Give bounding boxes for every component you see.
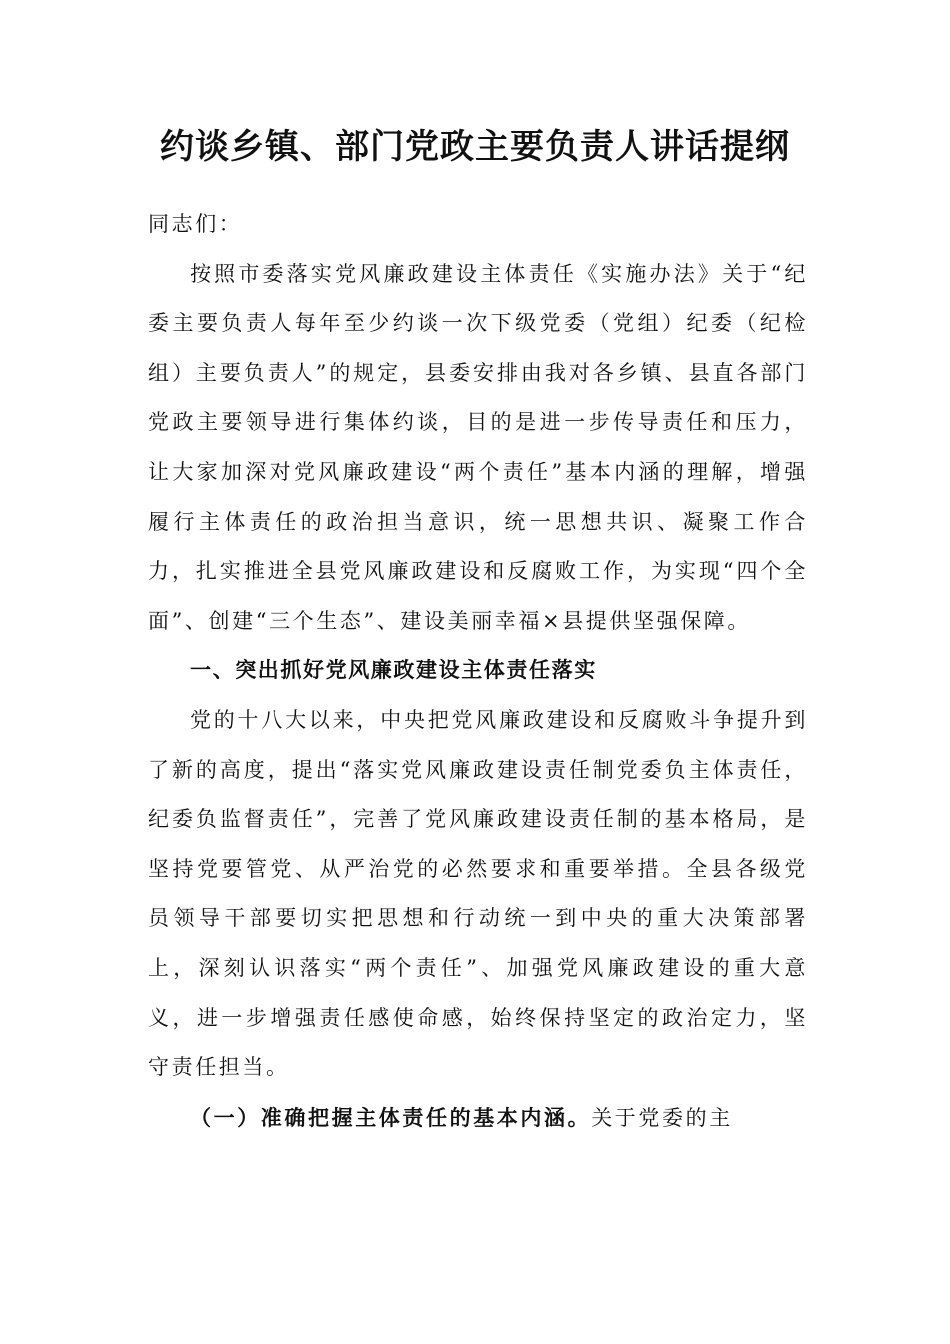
intro-paragraph: 按照市委落实党风廉政建设主体责任《实施办法》关于“纪委主要负责人每年至少约谈一次下级党委（党组）纪委（纪检组）主要负责人”的规定，县委安排由我对各乡镇、县直各部门党政主要领导进行集体约谈，目的是进一步传导责任和压力，让大家加深对党风廉政建设“两个责任”基本内涵的理解，增强履行主体责任的政治担当意识，统一思想共识、凝聚工作合力，扎实推进全县党风廉政建设和反腐败工作，为实现“四个全面”、创建“三个生态”、建设美丽幸福×县提供坚强保障。 — [148, 261, 808, 633]
document-title: 约谈乡镇、部门党政主要负责人讲话提纲 — [160, 127, 790, 167]
subsection-lead: （一）准确把握主体责任的基本内涵。 — [190, 1104, 592, 1130]
document-body — [148, 200, 808, 1143]
subsection-paragraph-1 — [148, 1093, 808, 1144]
section-heading-1: 一、突出抓好党风廉政建设主体责任落实 — [190, 658, 597, 683]
subsection-text: 关于党委的主 — [591, 1105, 733, 1130]
section-paragraph-1: 党的十八大以来，中央把党风廉政建设和反腐败斗争提升到了新的高度，提出“落实党风廉政建设责任制党委负主体责任，纪委负监督责任”，完善了党风廉政建设责任制的基本格局，是坚持党要管党、从严治党的必然要求和重要举措。全县各级党员领导干部要切实把思想和行动统一到中央的重大决策部署上，深刻认识落实“两个责任”、加强党风廉政建设的重大意义，进一步增强责任感使命感，始终保持坚定的政治定力，坚守责任担当。 — [148, 707, 808, 1080]
salutation: 同志们： — [148, 212, 243, 236]
